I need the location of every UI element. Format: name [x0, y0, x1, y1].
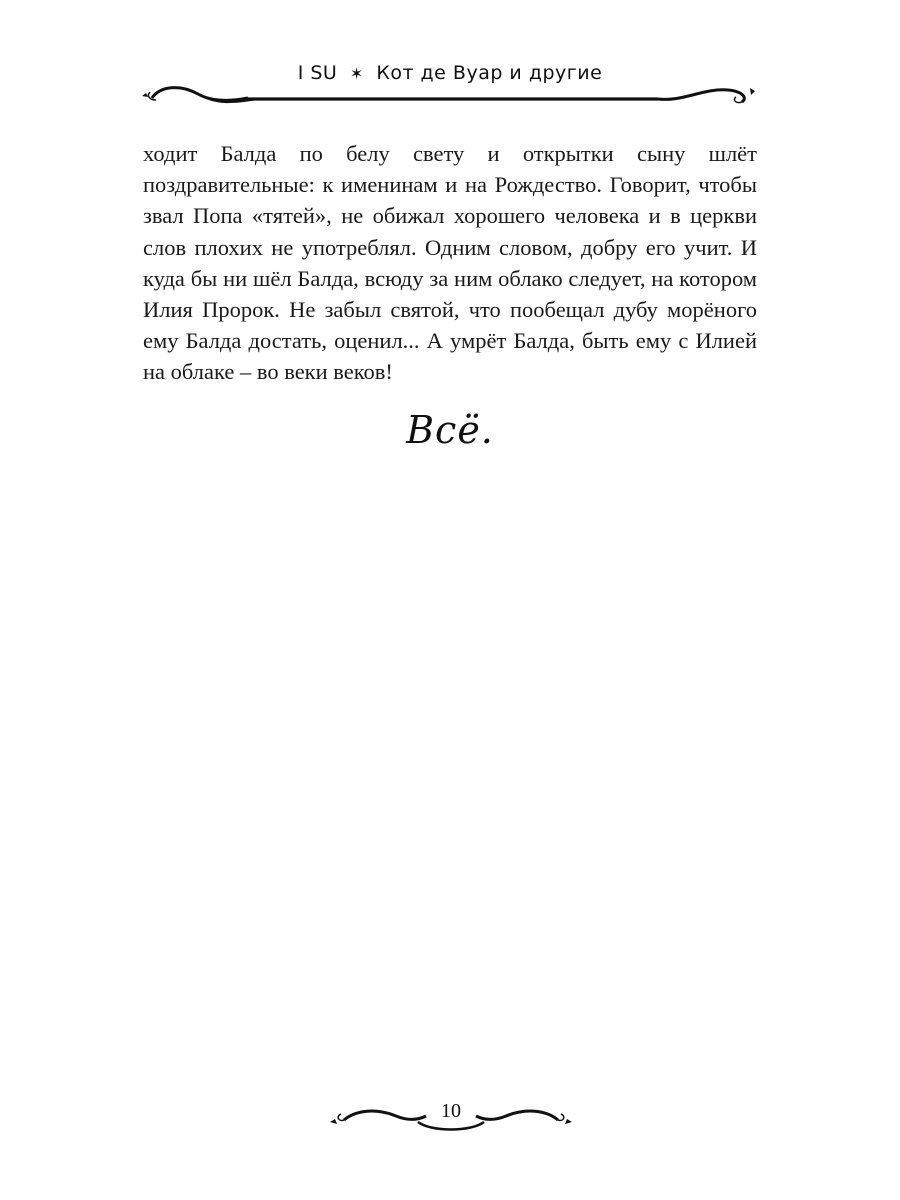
main-text	[143, 138, 757, 388]
header-book-title: Кот де Вуар и другие	[376, 62, 603, 84]
running-header	[138, 56, 762, 106]
star-ornament-icon: ✶	[349, 64, 364, 83]
header-flourish-rule	[138, 80, 762, 106]
header-author: I SU	[297, 62, 338, 84]
body-paragraph: ходит Балда по белу свету и открытки сыну шлёт поздравительные: к именинам и на Рождество. Говорит, чтобы звал Попа «тятей», не обижал хорошего человека и в церкви слов плохих не употреблял. Одним словом, добру его учит. И куда бы ни шёл Балда, всюду за ним облако следует, на котором Илия Пророк. Не забыл святой, что пообещал дубу морёного ему Балда достать, оценил... А умрёт Балда, быть ему с Илией на облаке – во веки веков!	[143, 141, 757, 385]
ending-word: Всё.	[406, 408, 494, 452]
page-number: 10	[441, 1100, 461, 1122]
page-footer	[326, 1092, 576, 1142]
